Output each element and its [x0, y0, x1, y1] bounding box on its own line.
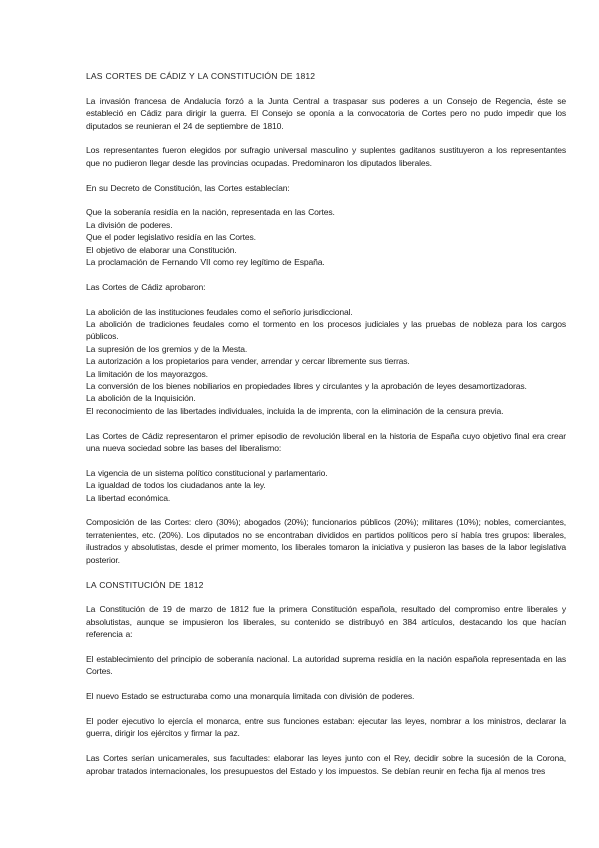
- list-item: El objetivo de elaborar una Constitución.: [86, 244, 237, 255]
- document-body: [86, 70, 566, 789]
- paragraph-approved-intro: Las Cortes de Cádiz aprobaron:: [86, 281, 206, 292]
- paragraph-constitution-intro: La Constitución de 19 de marzo de 1812 fue la primera Constitución española, resultado del compromiso entre liberales y absolutistas, aunque se impusieron los liberales, su contenido se distribuyó en 384 artículos, destacando los que hacían referencia a:: [86, 604, 566, 640]
- paragraph-revolution: Las Cortes de Cádiz representaron el primer episodio de revolución liberal en la historia de España cuyo objetivo final era crear una nueva sociedad sobre las bases del liberalismo:: [86, 430, 566, 454]
- list-item: La división de poderes.: [86, 219, 173, 230]
- list-item: La vigencia de un sistema político constitucional y parlamentario.: [86, 467, 328, 478]
- list-item: Que la soberanía residía en la nación, representada en las Cortes.: [86, 207, 335, 218]
- paragraph-monarchy: El nuevo Estado se estructuraba como una monarquía limitada con división de poderes.: [86, 691, 415, 702]
- decree-list: [86, 206, 566, 268]
- list-item: La abolición de la Inquisición.: [86, 393, 196, 404]
- list-item: La proclamación de Fernando VII como rey legítimo de España.: [86, 257, 325, 268]
- list-item: La igualdad de todos los ciudadanos ante la ley.: [86, 480, 266, 491]
- paragraph-decree-intro: En su Decreto de Constitución, las Cortes establecían:: [86, 182, 290, 193]
- paragraph-composition: Composición de las Cortes: clero (30%); abogados (20%); funcionarios públicos (20%); militares (10%); nobles, comerciantes, terratenientes, etc. (20%). Los diputados no se encontraban divididos en partidos políticos pero sí había tres grupos: liberales, ilustrados y absolutistas, desde el primer momento, los liberales tomaron la iniciativa y pusieron las bases de la labor legislativa posterior.: [86, 517, 566, 565]
- list-item: El reconocimiento de las libertades individuales, incluida la de imprenta, con la eliminación de la censura previa.: [86, 405, 504, 416]
- section-heading-constitution: LA CONSTITUCIÓN DE 1812: [86, 579, 204, 590]
- paragraph-executive: El poder ejecutivo lo ejercía el monarca, entre sus funciones estaban: ejecutar las leyes, nombrar a los ministros, declarar la guerra, dirigir los ejércitos y firmar la paz.: [86, 715, 566, 739]
- list-item: La supresión de los gremios y de la Mesta.: [86, 343, 248, 354]
- section-heading-cortes: LAS CORTES DE CÁDIZ Y LA CONSTITUCIÓN DE 1812: [86, 71, 316, 81]
- paragraph-representatives: Los representantes fueron elegidos por sufragio universal masculino y suplentes gaditanos sustituyeron a los representantes que no pudieron llegar desde las provincias ocupadas. Predominaron los diputados liberales.: [86, 145, 566, 168]
- list-item: La autorización a los propietarios para vender, arrendar y cercar libremente sus tierras.: [86, 356, 410, 367]
- list-item: La limitación de los mayorazgos.: [86, 368, 208, 379]
- list-item: La conversión de los bienes nobiliarios en propiedades libres y circulantes y la aprobación de leyes desamortizadoras.: [86, 381, 527, 392]
- paragraph-sovereignty: El establecimiento del principio de soberanía nacional. La autoridad suprema residía en la nación española representada en las Cortes.: [86, 653, 566, 677]
- approved-list: [86, 306, 566, 418]
- list-item: La abolición de tradiciones feudales como el tormento en los procesos judiciales y las pruebas de nobleza para los cargos públicos.: [86, 319, 566, 342]
- paragraph-cortes-faculties: Las Cortes serían unicamerales, sus facultades: elaborar las leyes junto con el Rey, decidir sobre la sucesión de la Corona, aprobar tratados internacionales, los presupuestos del Estado y los impuestos. Se debían reunir en fecha fija al menos tres: [86, 753, 566, 776]
- list-item: Que el poder legislativo residía en las Cortes.: [86, 232, 256, 243]
- liberal-list: [86, 467, 566, 504]
- paragraph-invasion: La invasión francesa de Andalucía forzó a la Junta Central a traspasar sus poderes a un Consejo de Regencia, éste se estableció en Cádiz para dirigir la guerra. El Consejo se oponía a la convocatoria de Cortes pero no pudo impedir que los diputados se reunieran el 24 de septiembre de 1810.: [86, 95, 566, 131]
- list-item: La libertad económica.: [86, 492, 171, 503]
- list-item: La abolición de las instituciones feudales como el señorío jurisdiccional.: [86, 306, 353, 317]
